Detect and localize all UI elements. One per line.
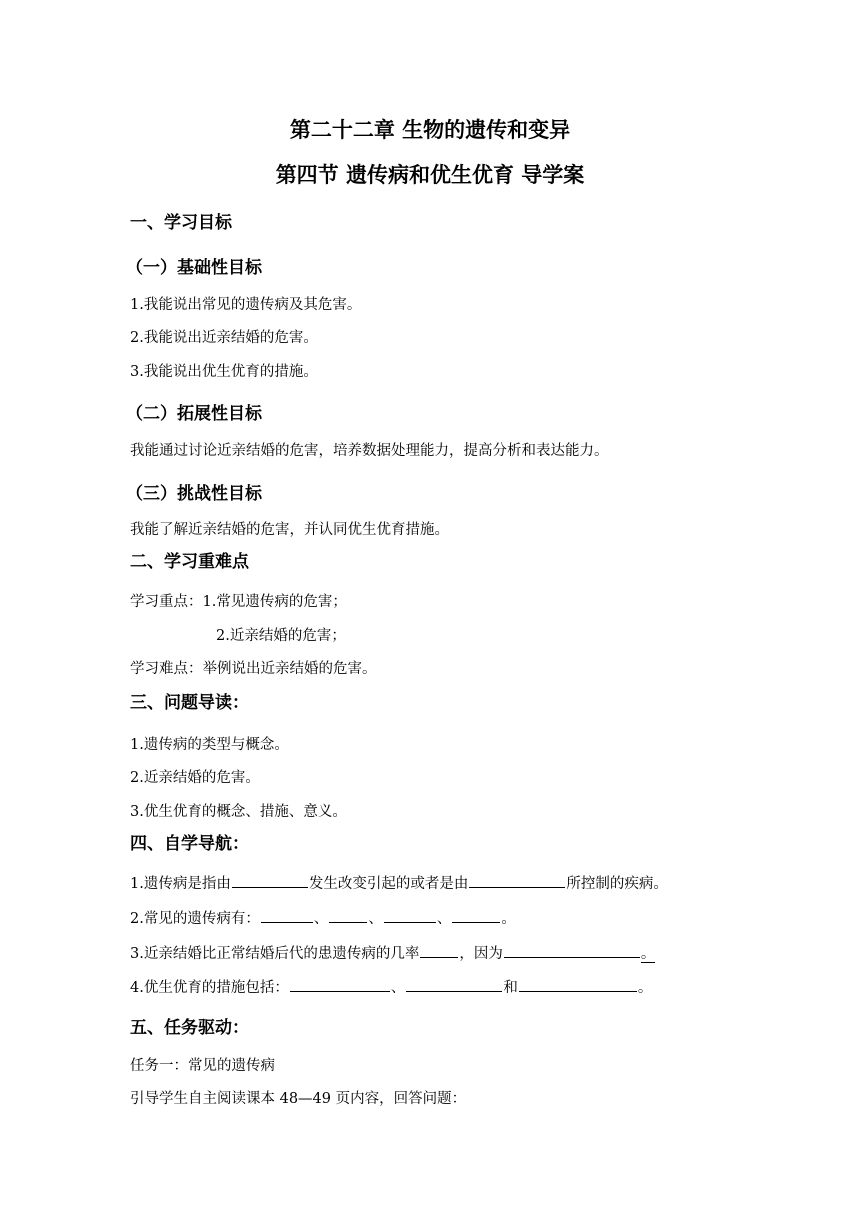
heading-extended-goals: （二）拓展性目标 (126, 404, 262, 424)
heading-challenge-goals: （三）挑战性目标 (126, 484, 262, 504)
self-study-q3 (130, 942, 655, 963)
q2-end: 。 (501, 911, 516, 927)
focus-line-2: 2.近亲结婚的危害； (216, 628, 346, 644)
section-title: 第四节 遗传病和优生优育 导学案 (275, 163, 585, 187)
q3-text-b: ，因为 (459, 946, 503, 962)
q4-blank-1[interactable] (290, 977, 390, 992)
q4-sep: 、 (390, 980, 406, 996)
self-study-q4 (130, 976, 652, 997)
q2-blank-2[interactable] (329, 908, 367, 923)
guided-question-1: 1.遗传病的类型与概念。 (130, 737, 289, 753)
challenge-goal-text: 我能了解近亲结婚的危害，并认同优生优育措施。 (130, 522, 449, 538)
q1-blank-2[interactable] (469, 873, 565, 888)
guided-question-3: 3.优生优育的概念、措施、意义。 (130, 804, 347, 820)
q2-blank-3[interactable] (384, 908, 436, 923)
basic-goal-3: 3.我能说出优生优育的措施。 (130, 364, 318, 380)
q3-blank-1[interactable] (420, 943, 458, 958)
q1-text-b: 发生改变引起的或者是由 (308, 876, 469, 892)
q4-blank-2[interactable] (406, 977, 502, 992)
heading-self-study: 四、自学导航： (130, 834, 249, 854)
self-study-q2 (130, 907, 516, 928)
focus-line-1: 学习重点：1.常见遗传病的危害； (130, 594, 347, 610)
q3-text-a: 3.近亲结婚比正常结婚后代的患遗传病的几率 (130, 946, 420, 962)
q4-text-a: 4.优生优育的措施包括： (130, 980, 289, 996)
chapter-title: 第二十二章 生物的遗传和变异 (289, 118, 571, 142)
q4-and: 和 (503, 980, 518, 996)
q2-sep-2: 、 (368, 911, 383, 927)
heading-key-points: 二、学习重难点 (130, 552, 249, 572)
q4-blank-3[interactable] (519, 977, 637, 992)
guided-question-2: 2.近亲结婚的危害。 (130, 770, 260, 786)
q3-blank-2[interactable] (504, 943, 640, 958)
extended-goal-text: 我能通过讨论近亲结婚的危害，培养数据处理能力，提高分析和表达能力。 (130, 443, 609, 459)
q3-end: 。 (640, 946, 656, 962)
q1-text-c: 所控制的疾病。 (566, 876, 668, 892)
basic-goal-1: 1.我能说出常见的遗传病及其危害。 (130, 297, 362, 313)
q2-sep-1: 、 (313, 911, 329, 927)
task-one-guide: 引导学生自主阅读课本 48—49 页内容，回答问题： (130, 1091, 467, 1107)
self-study-q1 (130, 872, 668, 893)
heading-guided-questions: 三、问题导读： (130, 693, 249, 713)
q2-blank-1[interactable] (261, 908, 313, 923)
q1-text-a: 1.遗传病是指由 (130, 876, 231, 892)
q4-end: 。 (637, 980, 653, 996)
task-one-title: 任务一：常见的遗传病 (130, 1058, 275, 1074)
q2-blank-4[interactable] (452, 908, 500, 923)
q1-blank-1[interactable] (232, 873, 308, 888)
heading-basic-goals: （一）基础性目标 (126, 258, 262, 278)
basic-goal-2: 2.我能说出近亲结婚的危害。 (130, 330, 318, 346)
heading-learning-goals: 一、学习目标 (130, 213, 232, 233)
heading-task-driven: 五、任务驱动： (130, 1018, 249, 1038)
q2-text-a: 2.常见的遗传病有： (130, 911, 260, 927)
q2-sep-3: 、 (436, 911, 452, 927)
difficulty-line: 学习难点：举例说出近亲结婚的危害。 (130, 661, 377, 677)
